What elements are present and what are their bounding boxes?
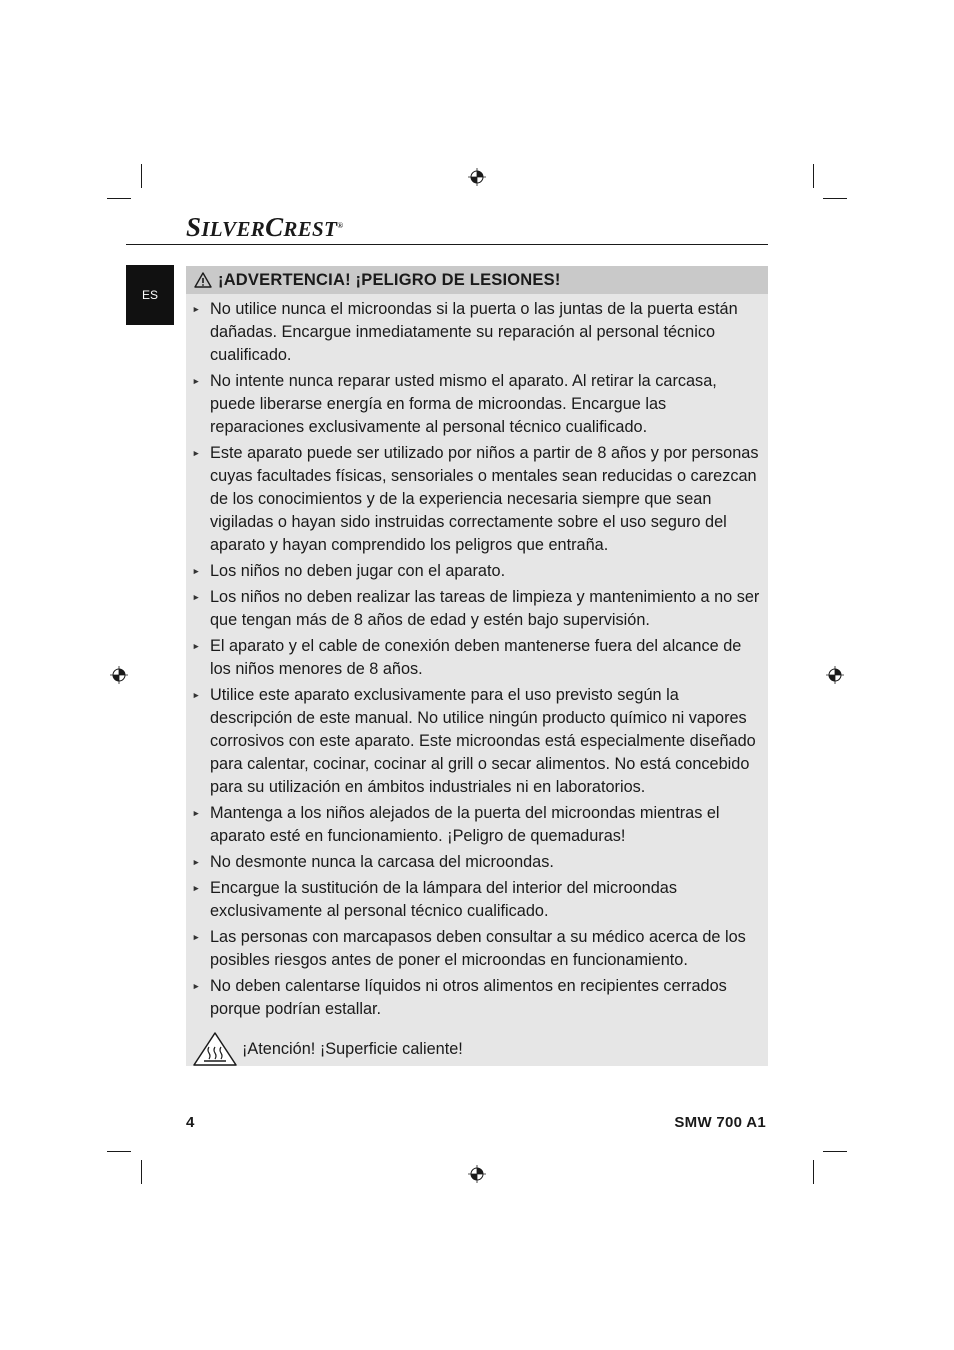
list-item: ► Este aparato puede ser utilizado por niños a partir de 8 años y por personas cuyas facultades físicas, sensoriales o mentales sean reducidas o carezcan de los conocimientos y de la experiencia necesaria siempre que sean vigiladas o hayan sido instruidas correctamente sobre el uso seguro del aparato y hayan comprendido los peligros que entraña.	[192, 442, 760, 557]
registration-mark-icon	[468, 168, 486, 186]
hot-surface-text: ¡Atención! ¡Superficie caliente!	[242, 1039, 463, 1058]
list-item: ► No intente nunca reparar usted mismo el aparato. Al retirar la carcasa, puede liberarse energía en forma de microondas. Encargue las reparaciones exclusivamente al personal técnico cualificado.	[192, 370, 760, 439]
language-tab	[126, 265, 174, 325]
list-item: ► Las personas con marcapasos deben consultar a su médico acerca de los posibles riesgos antes de poner el microondas en funcionamiento.	[192, 926, 760, 972]
crop-mark	[823, 198, 847, 199]
list-item: ► Encargue la sustitución de la lámpara del interior del microondas exclusivamente al personal técnico cualificado.	[192, 877, 760, 923]
crop-mark	[813, 164, 814, 188]
crop-mark	[107, 1151, 131, 1152]
hot-surface-notice	[192, 1031, 768, 1067]
list-item: ► No desmonte nunca la carcasa del microondas.	[192, 851, 760, 874]
header-divider	[126, 244, 768, 245]
warning-title: ¡ADVERTENCIA! ¡PELIGRO DE LESIONES!	[218, 270, 561, 289]
warning-list	[186, 294, 768, 1021]
list-item: ► Los niños no deben realizar las tareas de limpieza y mantenimiento a no ser que tengan más de 8 años de edad y estén bajo supervisión.	[192, 586, 760, 632]
warning-panel	[186, 266, 768, 1066]
crop-mark	[813, 1160, 814, 1184]
warning-header	[186, 266, 768, 294]
list-item: ► Los niños no deben jugar con el aparato.	[192, 560, 760, 583]
registration-mark-icon	[110, 666, 128, 684]
list-item: ► No deben calentarse líquidos ni otros alimentos en recipientes cerrados porque podrían estallar.	[192, 975, 760, 1021]
registration-mark-icon	[826, 666, 844, 684]
list-item: ► El aparato y el cable de conexión deben mantenerse fuera del alcance de los niños menores de 8 años.	[192, 635, 760, 681]
warning-triangle-icon	[194, 272, 212, 288]
list-item: ► Mantenga a los niños alejados de la puerta del microondas mientras el aparato esté en funcionamiento. ¡Peligro de quemaduras!	[192, 802, 760, 848]
registration-mark-icon	[468, 1165, 486, 1183]
crop-mark	[107, 198, 131, 199]
page-number: 4	[186, 1114, 195, 1131]
language-code: ES	[141, 288, 158, 302]
list-item: ► No utilice nunca el microondas si la puerta o las juntas de la puerta están dañadas. Encargue inmediatamente su reparación al personal técnico cualificado.	[192, 298, 760, 367]
list-item: ► Utilice este aparato exclusivamente para el uso previsto según la descripción de este manual. No utilice ningún producto químico ni vapores corrosivos con este aparato. Este microondas está especialmente diseñado para calentar, cocinar, cocinar al grill o secar alimentos. No está concebido para su utilización en ámbitos industriales ni en laboratorios.	[192, 684, 760, 799]
crop-mark	[823, 1151, 847, 1152]
crop-mark	[141, 1160, 142, 1184]
hot-surface-icon	[192, 1031, 238, 1067]
model-number: SMW 700 A1	[674, 1114, 766, 1131]
crop-mark	[141, 164, 142, 188]
brand-logo: SILVERCREST®	[186, 212, 344, 242]
